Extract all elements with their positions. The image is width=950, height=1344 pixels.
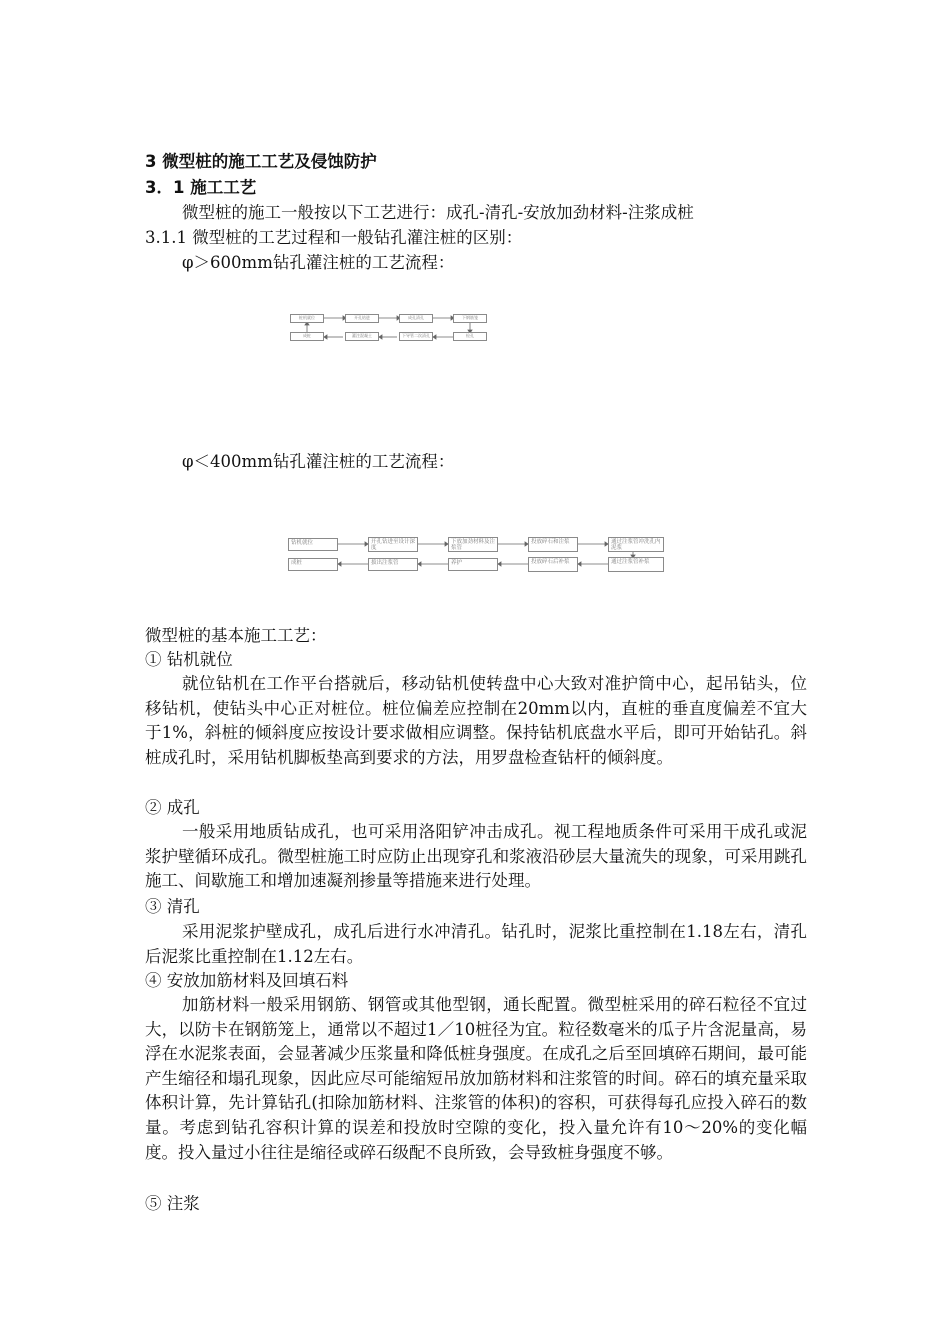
flowchart-micro-pile <box>286 534 668 572</box>
flow2-box: 下放加劲材料及注浆管 <box>448 537 498 552</box>
step-1-title: ① 钻机就位 <box>145 650 233 669</box>
flow1-box: 成孔清孔 <box>399 314 433 323</box>
step-3-title: ③ 清孔 <box>145 897 200 916</box>
flow2-caption: φ＜400mm钻孔灌注桩的工艺流程： <box>182 452 455 471</box>
flow2-box: 开孔钻进至设计深度 <box>368 537 418 552</box>
flow2-box: 成桩 <box>288 558 338 571</box>
subsection-heading: 3．1 施工工艺 <box>145 178 257 197</box>
step-1-text: 就位钻机在工作平台搭就后，移动钻机使转盘中心大致对准护筒中心，起吊钻头，位移钻机，使钻头中心正对桩位。桩位偏差应控制在20mm以内，直桩的垂直度偏差不宜大于1%，斜桩的倾斜度应按设计要求做相应调整。保持钻机底盘水平后，即可开始钻孔。斜桩成孔时，采用钻机脚板垫高到要求的方法，用罗盘检查钻杆的倾斜度。 <box>145 674 807 767</box>
step-5-title: ⑤ 注浆 <box>145 1194 200 1213</box>
section-heading: 3 微型桩的施工工艺及侵蚀防护 <box>145 152 377 171</box>
flow1-box: 检孔 <box>453 332 487 341</box>
flow1-box: 下钢筋笼 <box>453 314 487 323</box>
flow2-box: 投放碎石和注浆 <box>528 537 578 552</box>
flow1-box: 成桩 <box>290 332 324 341</box>
flow2-box: 拔出注浆管 <box>368 558 418 571</box>
basic-process-title: 微型桩的基本施工工艺： <box>145 626 327 645</box>
step-2-text: 一般采用地质钻成孔，也可采用洛阳铲冲击成孔。视工程地质条件可采用干成孔或泥浆护壁循环成孔。微型桩施工时应防止出现穿孔和浆液沿砂层大量流失的现象，可采用跳孔施工、间歇施工和增加速凝剂掺量等措施来进行处理。 <box>145 822 807 891</box>
flow2-box: 投放碎石后补浆 <box>528 557 578 572</box>
flow1-box: 桩机就位 <box>290 314 324 323</box>
section-311-text: 3.1.1 微型桩的工艺过程和一般钻孔灌注桩的区别： <box>145 228 523 247</box>
flow1-box: 灌注混凝土 <box>345 332 379 341</box>
step-2-title: ② 成孔 <box>145 798 200 817</box>
flow1-box: 下导管二次清孔 <box>399 332 433 341</box>
flow1-caption: φ＞600mm钻孔灌注桩的工艺流程： <box>182 253 455 272</box>
flow1-box: 开孔钻进 <box>345 314 379 323</box>
flow2-box: 养护 <box>448 558 498 571</box>
step-4-text: 加筋材料一般采用钢筋、钢管或其他型钢，通长配置。微型桩采用的碎石粒径不宜过大，以防卡在钢筋笼上，通常以不超过1／10桩径为宜。粒径数毫米的瓜子片含泥量高，易浮在水泥浆表面，会显著减少压浆量和降低桩身强度。在成孔之后至回填碎石期间，最可能产生缩径和塌孔现象，因此应尽可能缩短吊放加筋材料和注浆管的时间。碎石的填充量采取体积计算，先计算钻孔(扣除加筋材料、注浆管的体积)的容积，可获得每孔应投入碎石的数量。考虑到钻孔容积计算的误差和投放时空隙的变化，投入量允许有10～20%的变化幅度。投入量过小往往是缩径或碎石级配不良所致，会导致桩身强度不够。 <box>145 995 807 1162</box>
intro-text: 微型桩的施工一般按以下工艺进行：成孔-清孔-安放加劲材料-注浆成桩 <box>182 203 694 222</box>
step-3-text: 采用泥浆护壁成孔，成孔后进行水冲清孔。钻孔时，泥浆比重控制在1.18左右，清孔后泥浆比重控制在1.12左右。 <box>145 922 807 966</box>
flow2-box: 通过注浆管补浆 <box>608 557 664 572</box>
flowchart-large-pile <box>289 313 489 341</box>
flow2-box: 通过注浆管冲洗孔内泥浆 <box>608 537 664 552</box>
step-4-title: ④ 安放加筋材料及回填石料 <box>145 971 349 990</box>
flow2-box: 钻机就位 <box>288 538 338 551</box>
